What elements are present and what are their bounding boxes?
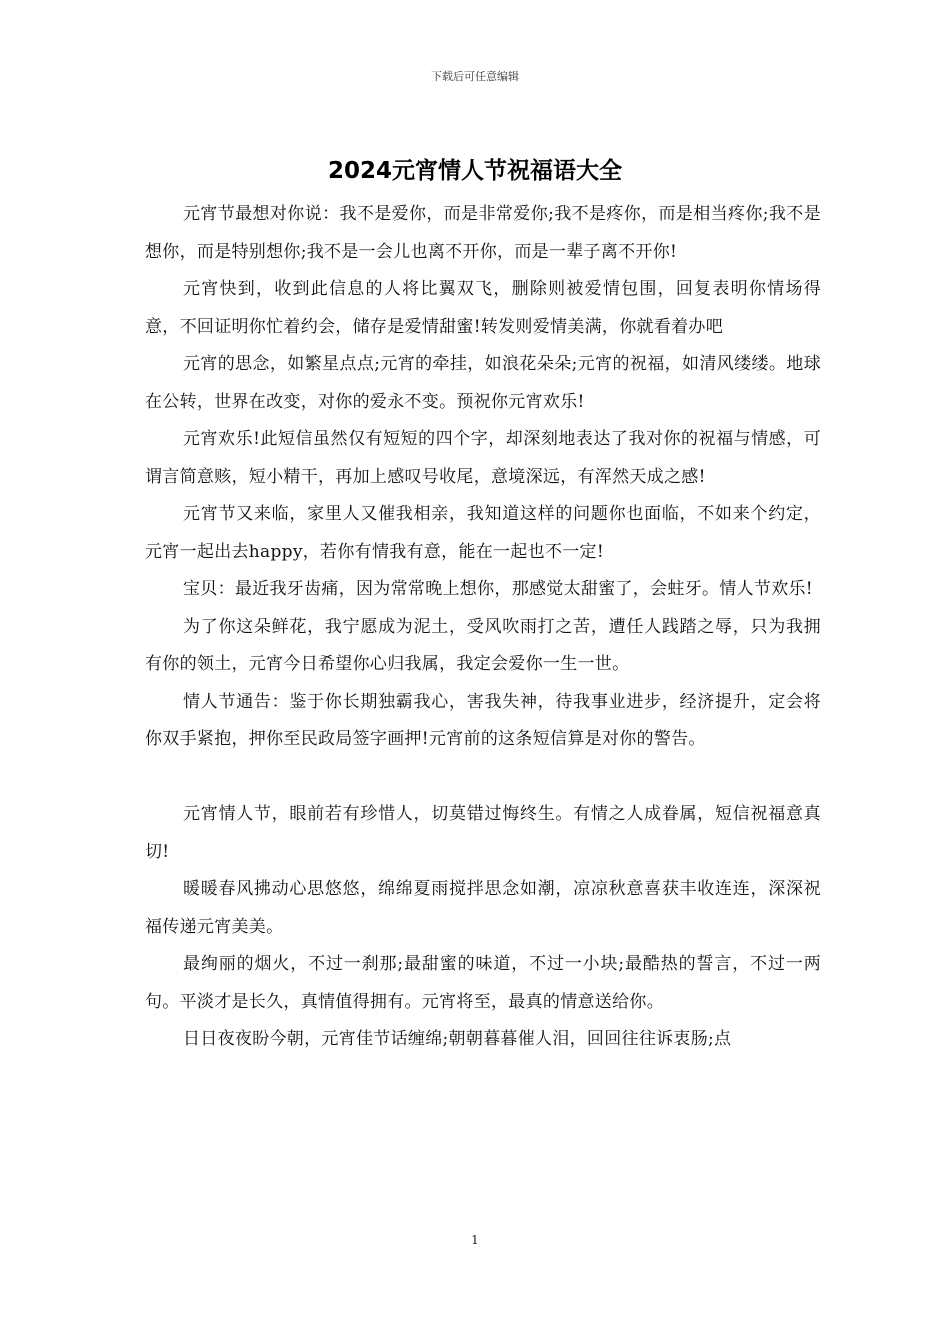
blank-line: [145, 759, 821, 797]
document-title: 2024元宵情人节祝福语大全: [327, 158, 622, 184]
paragraph: 日日夜夜盼今朝，元宵佳节话缠绵;朝朝暮暮催人泪，回回往往诉衷肠;点: [183, 1029, 732, 1049]
document-body: [145, 196, 821, 1059]
paragraph: 元宵快到，收到此信息的人将比翼双飞，删除则被爱情包围，回复表明你情场得意，不回证明你忙着约会，储存是爱情甜蜜!转发则爱情美满，你就看着办吧: [145, 279, 821, 337]
paragraph: 最绚丽的烟火，不过一刹那;最甜蜜的味道，不过一小块;最酷热的誓言，不过一两句。平淡才是长久，真情值得拥有。元宵将至，最真的情意送给你。: [145, 954, 821, 1012]
page-number: 1: [471, 1233, 479, 1247]
paragraph: 元宵的思念，如繁星点点;元宵的牵挂，如浪花朵朵;元宵的祝福，如清风缕缕。地球在公转，世界在改变，对你的爱永不变。预祝你元宵欢乐!: [145, 354, 821, 412]
paragraph: 情人节通告：鉴于你长期独霸我心，害我失神，待我事业进步，经济提升，定会将你双手紧抱，押你至民政局签字画押!元宵前的这条短信算是对你的警告。: [145, 691, 821, 749]
paragraph: 元宵欢乐!此短信虽然仅有短短的四个字，却深刻地表达了我对你的祝福与情感，可谓言简意赅，短小精干，再加上感叹号收尾，意境深远，有浑然天成之感!: [145, 429, 821, 487]
paragraph: 元宵情人节，眼前若有珍惜人，切莫错过悔终生。有情之人成眷属，短信祝福意真切!: [145, 804, 821, 862]
header-note: 下载后可任意编辑: [431, 70, 519, 83]
paragraph: 暖暖春风拂动心思悠悠，绵绵夏雨搅拌思念如潮，凉凉秋意喜获丰收连连，深深祝福传递元宵美美。: [145, 879, 821, 937]
paragraph: 为了你这朵鲜花，我宁愿成为泥土，受风吹雨打之苦，遭任人践踏之辱，只为我拥有你的领土，元宵今日希望你心归我属，我定会爱你一生一世。: [145, 616, 821, 674]
paragraph: 元宵节又来临，家里人又催我相亲，我知道这样的问题你也面临，不如来个约定，元宵一起出去happy，若你有情我有意，能在一起也不一定!: [145, 504, 821, 562]
paragraph: 元宵节最想对你说：我不是爱你，而是非常爱你;我不是疼你，而是相当疼你;我不是想你，而是特别想你;我不是一会儿也离不开你，而是一辈子离不开你!: [145, 204, 821, 262]
paragraph: 宝贝：最近我牙齿痛，因为常常晚上想你，那感觉太甜蜜了，会蛀牙。情人节欢乐!: [183, 579, 813, 599]
